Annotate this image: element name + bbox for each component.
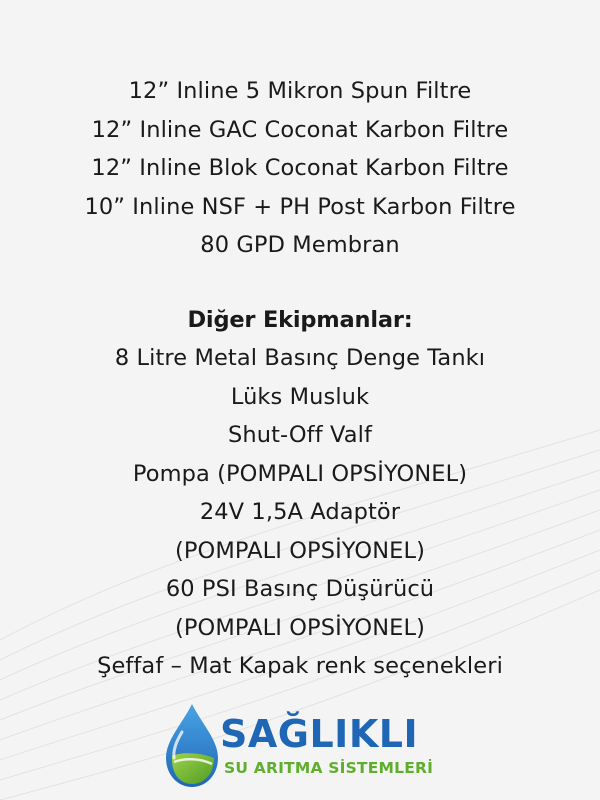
equipment-item: Lüks Musluk — [230, 383, 370, 410]
brand-logo — [160, 702, 450, 792]
filter-item: 12” Inline GAC Coconat Karbon Filtre — [91, 116, 509, 143]
equipment-item: 60 PSI Basınç Düşürücü — [165, 576, 435, 602]
equipment-heading: Diğer Ekipmanlar: — [187, 306, 413, 333]
equipment-item: Şeffaf – Mat Kapak renk seçenekleri — [97, 653, 503, 679]
equipment-item: (POMPALI OPSİYONEL) — [175, 537, 425, 564]
section-spacer — [0, 265, 600, 301]
brand-tagline: SU ARITMA SİSTEMLERİ — [224, 759, 434, 777]
equipment-item: Pompa (POMPALI OPSİYONEL) — [132, 460, 468, 487]
water-drop-icon — [160, 702, 224, 790]
product-spec-list — [0, 72, 600, 686]
filter-item: 12” Inline 5 Mikron Spun Filtre — [128, 78, 472, 104]
equipment-item: (POMPALI OPSİYONEL) — [175, 614, 425, 641]
filter-item: 10” Inline NSF + PH Post Karbon Filtre — [84, 193, 516, 220]
brand-name: SAĞLIKLI — [220, 712, 419, 756]
equipment-item: 24V 1,5A Adaptör — [199, 499, 401, 525]
equipment-item: 8 Litre Metal Basınç Denge Tankı — [114, 345, 486, 371]
equipment-item: Shut-Off Valf — [228, 422, 372, 448]
filter-item: 12” Inline Blok Coconat Karbon Filtre — [91, 155, 509, 181]
membrane-item: 80 GPD Membran — [200, 232, 400, 258]
